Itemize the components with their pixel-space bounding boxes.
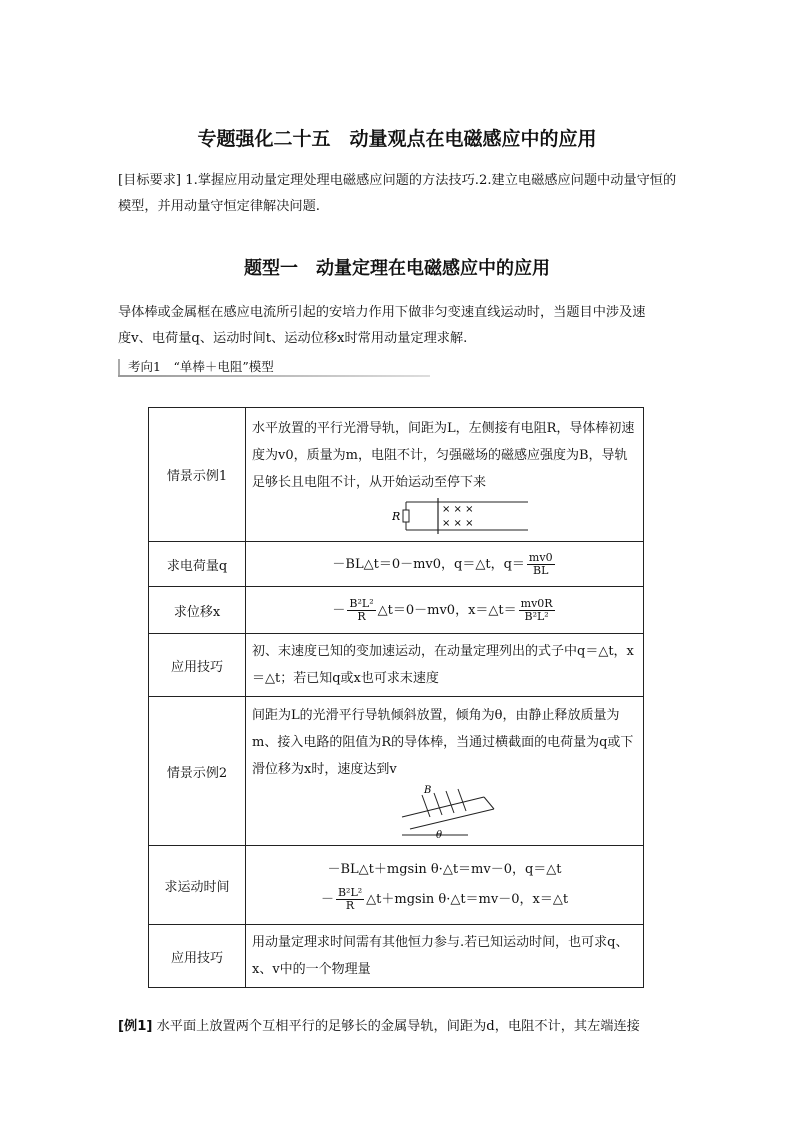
page-title: 专题强化二十五 动量观点在电磁感应中的应用 <box>197 128 597 150</box>
row-content <box>246 697 644 846</box>
time-formula-1: －BL△t＋mgsin θ·△t＝mv－0，q＝△t <box>327 861 562 877</box>
incline-figure-2 <box>398 783 508 841</box>
technique-1-text: 初、末速度已知的变加速运动，在动量定理列出的式子中q＝△t，x＝△t；若已知q或x也可求末速度 <box>246 634 644 697</box>
row-content <box>246 408 644 542</box>
displacement-formula: △t＝0－mv0，x＝△t＝ <box>377 602 517 618</box>
resistor-icon <box>403 510 409 522</box>
fraction-numerator: B²L² <box>349 596 374 610</box>
example-paragraph <box>118 1014 683 1040</box>
resistor-label: R <box>392 510 401 523</box>
intro-line-1: 导体棒或金属框在感应电流所引起的安培力作用下做非匀变速直线运动时，当题目中涉及速 <box>118 305 646 320</box>
charge-formula: －BL△t＝0－mv0，q＝△t，q＝ <box>332 556 525 572</box>
example-label: [例1] <box>118 1019 153 1034</box>
displacement-fraction-1 <box>347 598 375 623</box>
row-label: 求位移x <box>149 587 246 634</box>
table-row <box>149 697 644 846</box>
table-row <box>149 587 644 634</box>
displacement-fraction-2 <box>519 598 555 623</box>
table-row <box>149 846 644 925</box>
row-label: 应用技巧 <box>149 925 246 988</box>
fraction-numerator: B²L² <box>337 885 363 899</box>
table-row <box>149 925 644 988</box>
table-row <box>149 542 644 587</box>
row-label: 应用技巧 <box>149 634 246 697</box>
fraction-numerator: mv0 <box>528 550 553 564</box>
goal-label: [目标要求] <box>118 173 182 188</box>
field-marks-bottom: × × × <box>442 518 474 529</box>
fraction-numerator: mv0R <box>520 596 553 610</box>
field-line-icon <box>422 795 430 817</box>
fraction-denominator: B²L² <box>524 609 549 623</box>
field-marks-top: × × × <box>442 504 474 515</box>
example-text: 水平面上放置两个互相平行的足够长的金属导轨，间距为d，电阻不计，其左端连接 <box>156 1019 640 1034</box>
row-label: 求电荷量q <box>149 542 246 587</box>
section-heading: 题型一 动量定理在电磁感应中的应用 <box>244 258 550 279</box>
row-label: 情景示例2 <box>149 697 246 846</box>
row-label: 求运动时间 <box>149 846 246 925</box>
intro-line-2: 度v、电荷量q、运动时间t、运动位移x时常用动量定理求解. <box>118 331 468 346</box>
scenario-2-text: 间距为L的光滑平行导轨倾斜放置，倾角为θ，由静止释放质量为m、接入电路的阻值为R的导体棒，当通过横截面的电荷量为q或下滑位移为x时，速度达到v <box>252 707 634 777</box>
scenario-1-text: 水平放置的平行光滑导轨，间距为L，左侧接有电阻R，导体棒初速度为v0，质量为m，电阻不计，匀强磁场的磁感应强度为B，导轨足够长且电阻不计，从开始运动至停下来 <box>252 421 635 490</box>
row-formula <box>246 846 644 925</box>
table-row <box>149 408 644 542</box>
charge-fraction <box>527 552 555 577</box>
fraction-denominator: BL <box>533 563 549 577</box>
time-formula-2-line: － $\frac{\text{B²L²}}{R}$ △t＋mgsin θ·△t＝mv－0，x＝△t <box>320 885 569 912</box>
fraction-denominator: R <box>345 898 355 912</box>
goal-text: 1.掌握应用动量定理处理电磁感应问题的方法技巧.2.建立电磁感应问题中动量守恒的模型，并用动量守恒定律解决问题. <box>118 173 677 214</box>
field-label: B <box>424 784 432 796</box>
sub-topic-tag: 考向1 “单棒＋电阻”模型 <box>118 357 430 377</box>
angle-label: θ <box>436 829 443 841</box>
time-formula-2: △t＋mgsin θ·△t＝mv－0，x＝△t <box>366 891 569 907</box>
time-fraction <box>336 887 364 912</box>
intro-paragraph <box>118 300 683 352</box>
row-formula <box>246 542 644 587</box>
goal-paragraph <box>118 168 683 220</box>
row-label: 情景示例1 <box>149 408 246 542</box>
fraction-denominator: R <box>357 609 366 623</box>
table-row <box>149 634 644 697</box>
rail-figure-1 <box>392 498 532 534</box>
row-formula: － $\frac{\text{B²L²}}{R}$ △t＝0－mv0，x＝△t＝ $\frac{mv0R}{\text{B²L²}}$ <box>246 587 644 634</box>
technique-2-text: 用动量定理求时间需有其他恒力参与.若已知运动时间，也可求q、x、v中的一个物理量 <box>246 925 644 988</box>
model-table <box>148 407 644 988</box>
